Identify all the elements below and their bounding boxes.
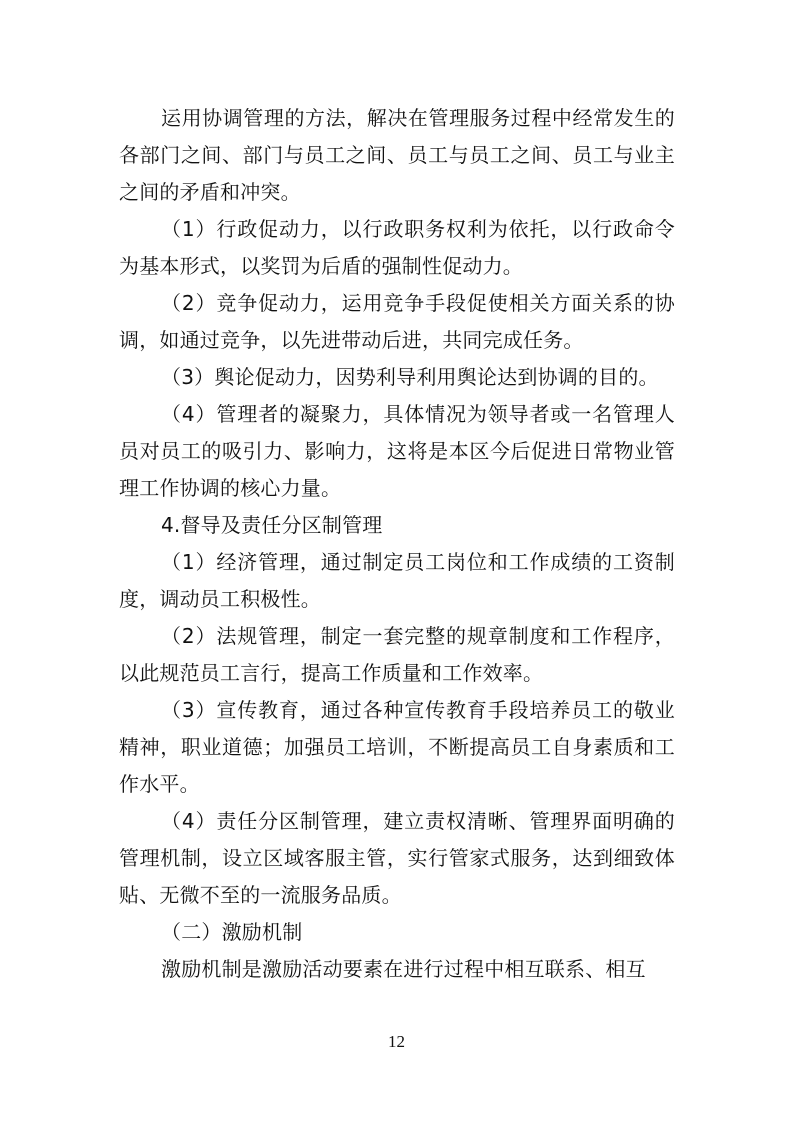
paragraph-coordination-intro: 运用协调管理的方法，解决在管理服务过程中经常发生的各部门之间、部门与员工之间、员工与员工之间、员工与业主之间的矛盾和冲突。 bbox=[119, 106, 675, 204]
paragraph-competition-force: （2）竞争促动力，运用竞争手段促使相关方面关系的协调，如通过竞争，以先进带动后进，共同完成任务。 bbox=[119, 291, 675, 352]
paragraph-incentive-intro: 激励机制是激励活动要素在进行过程中相互联系、相互 bbox=[161, 957, 646, 981]
paragraph-economic-management: （1）经济管理，通过制定员工岗位和工作成绩的工资制度，调动员工积极性。 bbox=[119, 550, 675, 611]
paragraph-regulation-management: （2）法规管理，制定一套完整的规章制度和工作程序，以此规范员工言行，提高工作质量和工作效率。 bbox=[119, 624, 675, 685]
paragraph-manager-cohesion: （4）管理者的凝聚力，具体情况为领导者或一名管理人员对员工的吸引力、影响力，这将是本区今后促进日常物业管理工作协调的核心力量。 bbox=[119, 402, 675, 500]
paragraph-public-opinion-force: （3）舆论促动力，因势利导利用舆论达到协调的目的。 bbox=[161, 365, 659, 389]
section-heading-supervision: 4.督导及责任分区制管理 bbox=[161, 513, 383, 537]
paragraph-zoned-responsibility: （4）责任分区制管理，建立责权清晰、管理界面明确的管理机制，设立区域客服主管，实行管家式服务，达到细致体贴、无微不至的一流服务品质。 bbox=[119, 809, 675, 907]
body-text bbox=[119, 100, 675, 988]
page-number: 12 bbox=[388, 1032, 405, 1051]
section-heading-incentive: （二）激励机制 bbox=[161, 920, 303, 944]
paragraph-publicity-education: （3）宣传教育，通过各种宣传教育手段培养员工的敬业精神，职业道德；加强员工培训，不断提高员工自身素质和工作水平。 bbox=[119, 698, 675, 796]
paragraph-administrative-force: （1）行政促动力，以行政职务权利为依托，以行政命令为基本形式，以奖罚为后盾的强制性促动力。 bbox=[119, 217, 675, 278]
